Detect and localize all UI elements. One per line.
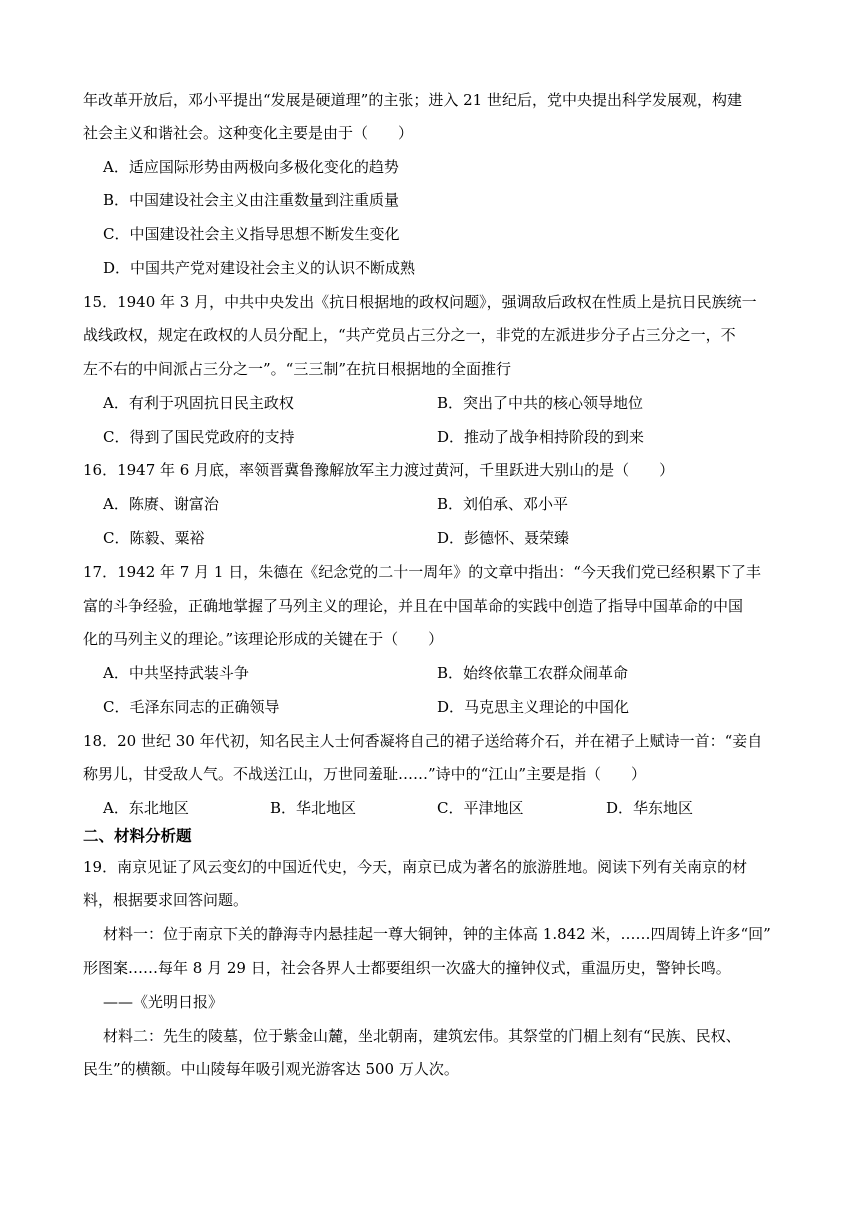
q19-stem-line-1: 19．南京见证了风云变幻的中国近代史，今天，南京已成为著名的旅游胜地。阅读下列有关南京的材	[83, 858, 748, 876]
q18-stem-line-1: 18．20 世纪 30 年代初，知名民主人士何香凝将自己的裙子送给蒋介石，并在裙子上赋诗一首：“妾自	[83, 732, 763, 750]
q16-option-d: D．彭德怀、聂荣臻	[437, 529, 570, 547]
q17-option-d: D．马克思主义理论的中国化	[437, 698, 630, 716]
q16-option-c: C．陈毅、粟裕	[103, 529, 205, 547]
q18-stem-line-2: 称男儿，甘受敌人气。不战送江山，万世同羞耻……”诗中的“江山”主要是指（ ）	[83, 765, 647, 783]
q19-material-2-line-1: 材料二：先生的陵墓，位于紫金山麓，坐北朝南，建筑宏伟。其祭堂的门楣上刻有“民族、民权、	[103, 1027, 741, 1045]
q17-stem-line-2: 富的斗争经验，正确地掌握了马列主义的理论，并且在中国革命的实践中创造了指导中国革命的中国	[83, 597, 744, 615]
q15-stem-line-3: 左不右的中间派占三分之一”。“三三制”在抗日根据地的全面推行	[83, 360, 512, 378]
q15-option-c: C．得到了国民党政府的支持	[103, 428, 295, 446]
q14-option-c: C．中国建设社会主义指导思想不断发生变化	[103, 225, 400, 243]
section-heading: 二、材料分析题	[83, 827, 192, 845]
q15-option-b: B．突出了中共的核心领导地位	[437, 394, 644, 412]
q16-stem-line-1: 16．1947 年 6 月底，率领晋冀鲁豫解放军主力渡过黄河，千里跃进大别山的是（ ）	[83, 461, 675, 479]
q15-option-d: D．推动了战争相持阶段的到来	[437, 428, 645, 446]
q19-material-1-line-1: 材料一：位于南京下关的静海寺内悬挂起一尊大铜钟，钟的主体高 1.842 米，……四周铸上许多“回”	[103, 925, 771, 943]
q14-stem-line-2: 社会主义和谐社会。这种变化主要是由于（ ）	[83, 124, 414, 142]
q15-stem-line-1: 15．1940 年 3 月，中共中央发出《抗日根据地的政权问题》，强调敌后政权在性质上是抗日民族统一	[83, 293, 757, 311]
q19-stem-line-2: 料，根据要求回答问题。	[83, 891, 249, 909]
q18-option-c: C．平津地区	[437, 799, 524, 817]
q14-stem-line-1: 年改革开放后，邓小平提出“发展是硬道理”的主张；进入 21 世纪后，党中央提出科学发展观，构建	[83, 91, 742, 109]
q14-option-b: B．中国建设社会主义由注重数量到注重质量	[103, 191, 400, 209]
q18-option-a: A．东北地区	[103, 799, 189, 817]
q19-material-1-source: ——《光明日报》	[103, 993, 224, 1011]
q18-option-d: D．华东地区	[606, 799, 694, 817]
q19-material-1-line-2: 形图案……每年 8 月 29 日，社会各界人士都要组织一次盛大的撞钟仪式，重温历史，警钟长鸣。	[83, 959, 731, 977]
q15-stem-line-2: 战线政权，规定在政权的人员分配上，“共产党员占三分之一，非党的左派进步分子占三分之一，不	[83, 326, 736, 344]
q19-material-2-line-2: 民生”的横额。中山陵每年吸引观光游客达 500 万人次。	[83, 1060, 459, 1078]
q17-stem-line-1: 17．1942 年 7 月 1 日，朱德在《纪念党的二十一周年》的文章中指出：“今天我们党已经积累下了丰	[83, 563, 761, 581]
q18-option-b: B．华北地区	[270, 799, 357, 817]
q17-option-a: A．中共坚持武装斗争	[103, 664, 249, 682]
q15-option-a: A．有利于巩固抗日民主政权	[103, 394, 294, 412]
q17-option-b: B．始终依靠工农群众闹革命	[437, 664, 629, 682]
q14-option-d: D．中国共产党对建设社会主义的认识不断成熟	[103, 259, 416, 277]
q16-option-a: A．陈赓、谢富治	[103, 495, 219, 513]
q16-option-b: B．刘伯承、邓小平	[437, 495, 569, 513]
q17-stem-line-3: 化的马列主义的理论。”该理论形成的关键在于（ ）	[83, 630, 444, 648]
q14-option-a: A．适应国际形势由两极向多极化变化的趋势	[103, 158, 399, 176]
q17-option-c: C．毛泽东同志的正确领导	[103, 698, 280, 716]
